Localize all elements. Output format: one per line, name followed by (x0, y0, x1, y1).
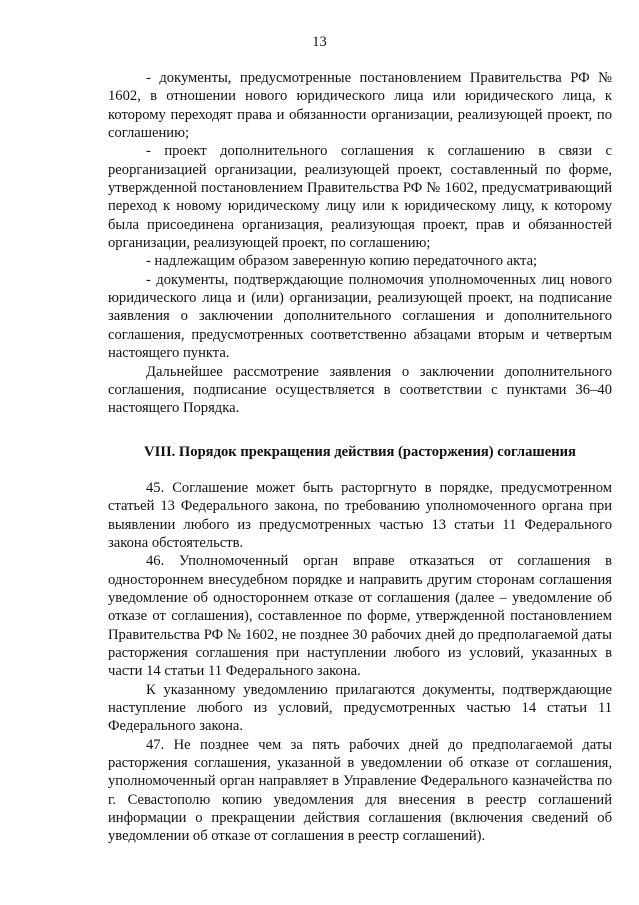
paragraph-list-item: - надлежащим образом заверенную копию передаточного акта; (146, 253, 538, 270)
clause-45: 45. Соглашение может быть расторгнуто в порядке, предусмотренном статьей 13 Федерального закона, по требованию уполномоченного органа при выявлении любого из предусмотренных частью 13 статьи 11 Федерального закона обстоятельств. (108, 479, 612, 551)
paragraph-list-item: - проект дополнительного соглашения к соглашению в связи с реорганизацией организации, реализующей проект, составленный по форме, утвержденной постановлением Правительства РФ № 1602, предусматривающий переход к новому юридическому лицу или к юридическому лицу, к которому была присоединена организация, реализующая проект, прав и обязанностей организации, реализующей проект, по соглашению; (108, 143, 612, 252)
document-body (108, 69, 612, 846)
page-number: 13 (312, 34, 327, 50)
paragraph-list-item: - документы, подтверждающие полномочия уполномоченных лиц нового юридического лица и (или) организации, реализующей проект, на подписание заявления о заключении дополнительного соглашения и дополнительного соглашения, предусмотренных соответственно абзацами вторым и четвертым настоящего пункта. (108, 271, 612, 362)
clause-47: 47. Не позднее чем за пять рабочих дней до предполагаемой даты расторжения соглашения, указанной в уведомлении об отказе от соглашения, уполномоченный орган направляет в Управление Федерального казначейства по г. Севастополю копию уведомления для внесения в реестр соглашений информации о прекращении действия соглашения (включения сведений об уведомлении об отказе от соглашения в реестр соглашений). (108, 736, 612, 845)
paragraph: К указанному уведомлению прилагаются документы, подтверждающие наступление любого из условий, предусмотренных частью 14 статьи 11 Федерального закона. (108, 681, 612, 735)
section-heading: VIII. Порядок прекращения действия (расторжения) соглашения (144, 443, 576, 460)
paragraph-list-item: - документы, предусмотренные постановлением Правительства РФ № 1602, в отношении нового юридического лица или юридического лица, к которому переходят права и обязанности организации, реализующей проект, по соглашению; (108, 70, 612, 142)
clause-46: 46. Уполномоченный орган вправе отказаться от соглашения в одностороннем внесудебном порядке и направить другим сторонам соглашения уведомление об одностороннем отказе от соглашения (далее – уведомление об отказе от соглашения), составленное по форме, утвержденной постановлением Правительства РФ № 1602, не позднее 30 рабочих дней до предполагаемой даты расторжения соглашения при наступлении любого из условий, указанных в части 14 статьи 11 Федерального закона. (108, 553, 612, 680)
paragraph: Дальнейшее рассмотрение заявления о заключении дополнительного соглашения, подписание осуществляется в соответствии с пунктами 36–40 настоящего Порядка. (108, 363, 612, 417)
